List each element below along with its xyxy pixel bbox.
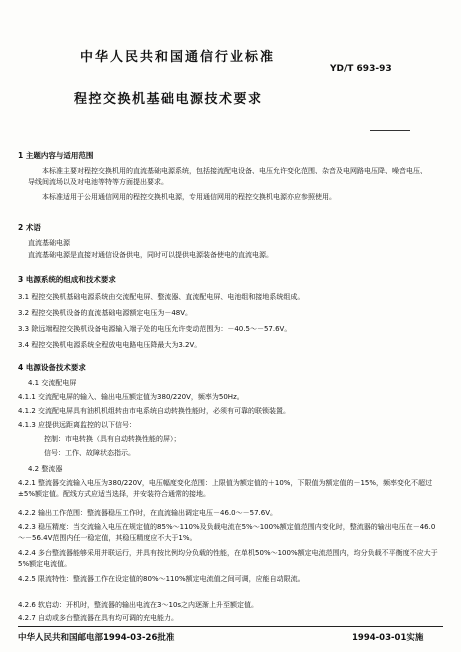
section-1-paragraph-2: 本标准适用于公用通信网用的程控交换机电源，专用通信网用的程控交换机电源亦应参照使用。 xyxy=(42,193,336,201)
footer-divider xyxy=(18,626,443,627)
section-4-heading: 4 电源设备技术要求 xyxy=(18,363,86,372)
clause-4-2-4: 4.2.4 多台整流器能够采用并联运行，并具有按比例均分负载的性能，在单机50%～100%额定电流范围内，均分负载不平衡度不应大于5%额定电流值。 xyxy=(18,549,438,568)
section-2-heading: 2 术语 xyxy=(18,223,41,232)
clause-4-2: 4.2 整流器 xyxy=(28,465,63,473)
standard-number: YD/T 693-93 xyxy=(330,64,392,74)
clause-4-2-7: 4.2.7 自动或多台整流器在具有均可调的充电能力。 xyxy=(18,614,179,622)
clause-3-2: 3.2 程控交换机设备的直流基础电源额定电压为－48V。 xyxy=(18,309,193,317)
clause-4-2-6: 4.2.6 软启动：开机时，整流器的输出电流在3～10s之内逐渐上升至额定值。 xyxy=(18,601,259,609)
clause-4-1-3: 4.1.3 应提供远距离监控的以下信号： xyxy=(18,421,137,429)
implementation-date: 1994-03-01实施 xyxy=(352,633,424,643)
document-title: 程控交换机基础电源技术要求 xyxy=(74,92,263,107)
clause-3-3: 3.3 除远端程控交换机设备电源输入端子处的电压允许变动范围为：－40.5～－57.6V。 xyxy=(18,325,292,333)
section-1-heading: 1 主题内容与适用范围 xyxy=(18,151,94,160)
clause-3-1: 3.1 程控交换机基础电源系统由交流配电屏、整流器、直流配电屏、电池组和接地系统组成。 xyxy=(18,293,305,301)
clause-4-1-1: 4.1.1 交流配电屏的输入、输出电压额定值为380/220V，频率为50Hz。 xyxy=(18,393,244,401)
signal-control: 控制：市电转换（具有自动转换性能的屏）； xyxy=(44,435,181,443)
term-definition: 直流基础电源是直接对通信设备供电，同时可以提供电源装备使电的直流电源。 xyxy=(28,251,273,259)
clause-4-2-3: 4.2.3 稳压精度：当交流输入电压在规定值的85%～110%及负载电流在5%～100%额定值范围内变化时，整流器的输出电压在－46.0～－56.4V范围内任一稳定值，其稳压精度应不大于1%。 xyxy=(18,523,436,542)
term-name: 直流基础电源 xyxy=(28,239,70,247)
standard-header-title: 中华人民共和国通信行业标准 xyxy=(80,50,276,65)
approval-note: 中华人民共和国邮电部1994-03-26批准 xyxy=(18,633,175,643)
clause-4-2-2: 4.2.2 输出工作范围：整流器稳压工作时，在直流输出调定电压－46.0～－57.6V。 xyxy=(18,509,277,517)
clause-4-1-2: 4.1.2 交流配电屏具有油机机组转由市电系统自动转换性能时，必须有可靠的联锁装置。 xyxy=(18,407,291,415)
signal-status: 信号：工作、故障状态指示。 xyxy=(44,449,135,457)
header-divider xyxy=(370,130,410,131)
clause-3-4: 3.4 程控交换机电源系统全程放电电路电压降最大为3.2V。 xyxy=(18,341,202,349)
clause-4-1: 4.1 交流配电屏 xyxy=(28,379,77,387)
clause-4-2-5: 4.2.5 限流特性：整流器工作在设定值的80%～110%额定电流值之间可调，应能自动限流。 xyxy=(18,575,305,583)
clause-4-2-1: 4.2.1 整流器交流输入电压为380/220V，电压幅度变化范围：上限值为额定值的＋10%，下限值为额定值的－15%，频率变化不超过±5%额定值。配线方式应适当选择，并安装符合通常的接地。 xyxy=(18,479,433,498)
section-1-paragraph-1: 本标准主要对程控交换机用的直流基础电源系统，包括接流配电设备、电压允许变化范围、杂音及电网路电压降、噪音电压、导线间流场以及对电池等特等方面提出要求。 xyxy=(28,167,427,186)
section-3-heading: 3 电源系统的组成和技术要求 xyxy=(18,275,116,284)
